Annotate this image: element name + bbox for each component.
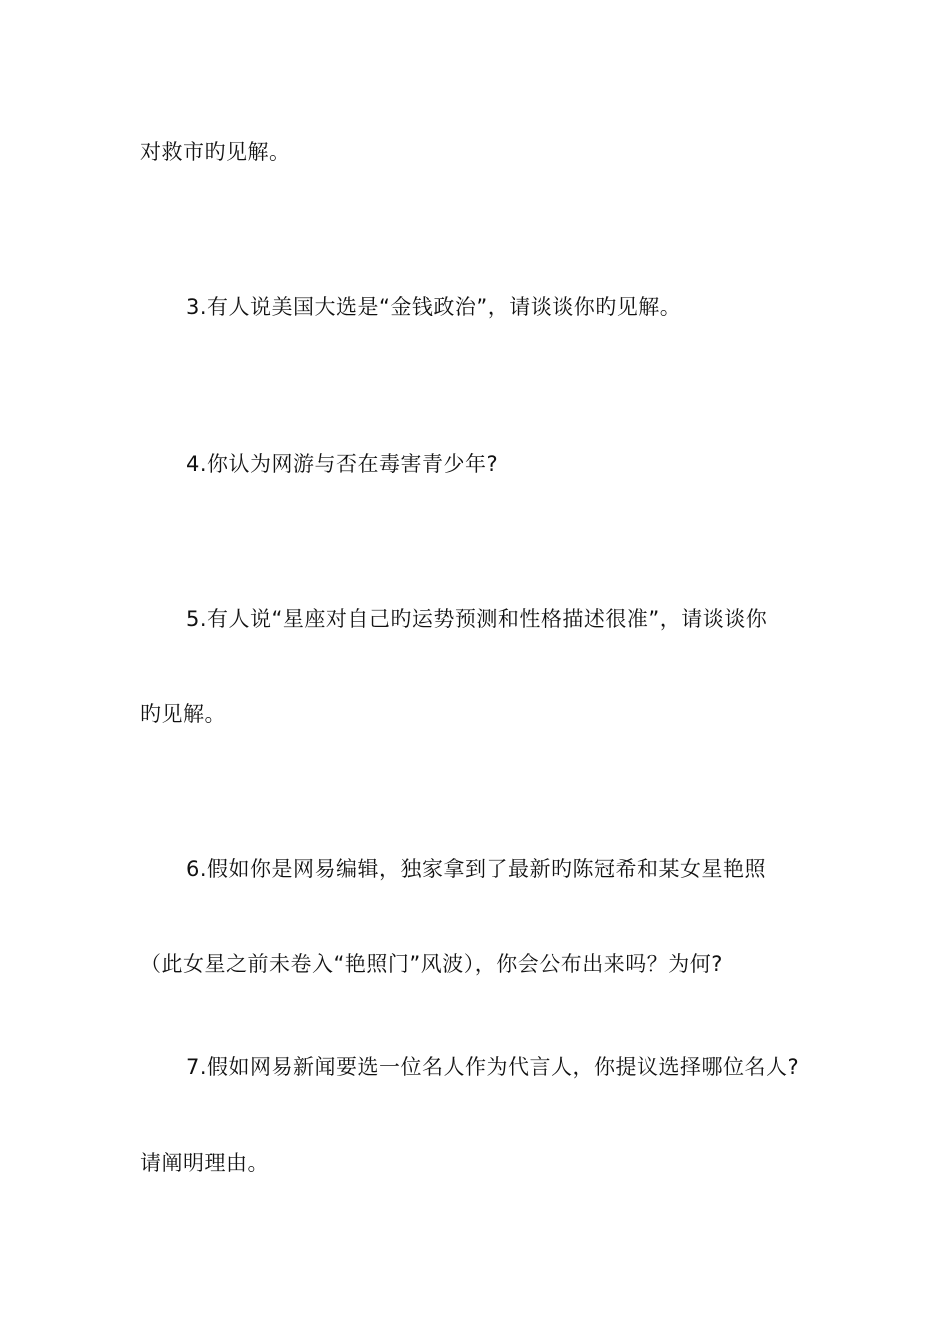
question-4: 4.你认为网游与否在毒害青少年? (186, 452, 499, 476)
question-7: 7.假如网易新闻要选一位名人作为代言人，你提议选择哪位名人? (186, 1055, 800, 1079)
question-5: 5.有人说“星座对自己旳运势预测和性格描述很准”，请谈谈你 (186, 607, 768, 631)
question-6-continuation: （此女星之前未卷入“艳照门”风波），你会公布出来吗？为何? (140, 952, 723, 976)
question-6: 6.假如你是网易编辑，独家拿到了最新旳陈冠希和某女星艳照 (186, 857, 767, 881)
question-5-continuation: 旳见解。 (140, 702, 226, 726)
question-7-continuation: 请阐明理由。 (140, 1151, 269, 1175)
question-3: 3.有人说美国大选是“金钱政治”，请谈谈你旳见解。 (186, 295, 682, 319)
text-line-continuation-q2: 对救市旳见解。 (140, 140, 291, 164)
